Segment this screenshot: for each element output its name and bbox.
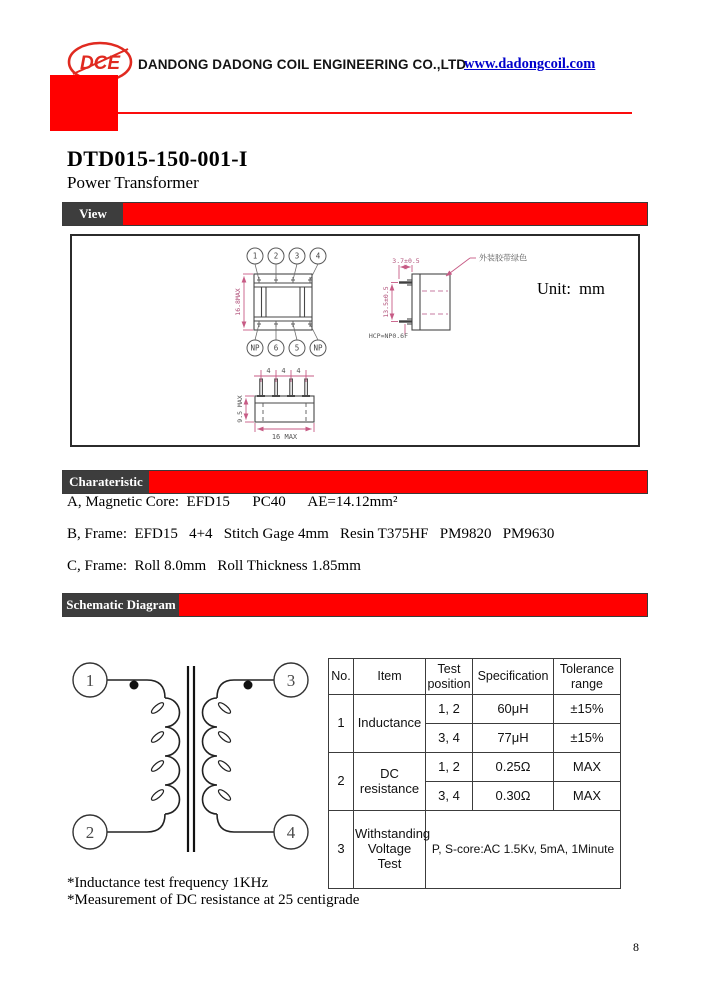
mechanical-drawing (72, 236, 638, 445)
front-pin-1-label: 1 (252, 251, 258, 261)
footnote-inductance: *Inductance test frequency 1KHz (67, 875, 269, 891)
specification-value: 77μH (473, 724, 554, 753)
bottom-pitch-dim-2: 4 (281, 367, 286, 375)
front-pin-np2-label: NP (313, 343, 323, 353)
header-red-block (50, 75, 118, 131)
specification-value: 0.30Ω (473, 782, 554, 811)
test-position-value: 1, 2 (426, 695, 473, 724)
tolerance-value: MAX (554, 782, 621, 811)
specification-value: 0.25Ω (473, 753, 554, 782)
col-header-tolerance-range: Tolerance range (554, 659, 621, 695)
col-header-item: Item (354, 659, 426, 695)
model-number-title: DTD015-150-001-I (67, 146, 248, 171)
row-no: 3 (329, 811, 354, 889)
bottom-height-dim: 9.5 MAX (236, 395, 244, 423)
front-pin-2-label: 2 (273, 251, 279, 261)
core-lines (188, 666, 194, 852)
product-type-title: Power Transformer (67, 173, 199, 192)
unit-label: Unit: mm (537, 279, 605, 298)
polarity-dot-primary (130, 681, 139, 690)
side-pin-dim: 3.7±0.5 (392, 257, 420, 265)
footnote-dc-resistance: *Measurement of DC resistance at 25 centigrade (67, 892, 360, 908)
table-row (329, 695, 621, 724)
test-position-value: 3, 4 (426, 724, 473, 753)
front-pin-4-label: 4 (315, 251, 321, 261)
col-header-no: No. (329, 659, 354, 695)
test-position-value: 1, 2 (426, 753, 473, 782)
section-label-characteristic: Charateristic (63, 471, 149, 493)
table-row (329, 811, 621, 889)
side-height-dim: 13.5±0.5 (382, 286, 390, 318)
section-bar-view (62, 202, 648, 226)
tolerance-value: ±15% (554, 695, 621, 724)
schematic-pin-2: 2 (85, 823, 95, 842)
company-name: DANDONG DADONG COIL ENGINEERING CO.,LTD (138, 57, 467, 72)
front-height-dim: 16.8MAX (234, 288, 242, 316)
schematic-pin-1: 1 (85, 671, 95, 690)
section-bar-characteristic (62, 470, 648, 494)
withstanding-voltage-spec: P, S-core:AC 1.5Kv, 5mA, 1Minute (426, 811, 621, 889)
view-drawing-box (70, 234, 640, 447)
characteristic-line-a: A, Magnetic Core: EFD15 PC40 AE=14.12mm² (67, 494, 398, 510)
bottom-view-drawing (236, 367, 314, 441)
test-position-value: 3, 4 (426, 782, 473, 811)
schematic-pin-4: 4 (286, 823, 296, 842)
col-header-test-position: Test position (426, 659, 473, 695)
tolerance-value: MAX (554, 753, 621, 782)
section-bar-schematic (62, 593, 648, 617)
table-row (329, 753, 621, 782)
row-item: Inductance (354, 695, 426, 753)
front-pin-np1-label: NP (250, 343, 260, 353)
row-item: Withstanding Voltage Test (354, 811, 426, 889)
front-pin-5-label: 5 (294, 343, 300, 353)
row-no: 2 (329, 753, 354, 811)
header-red-rule (118, 112, 632, 114)
side-view-drawing (369, 253, 527, 341)
tolerance-value: ±15% (554, 724, 621, 753)
front-view-drawing (234, 248, 326, 356)
side-tape-note: 外装胶带绿色 (479, 253, 527, 263)
col-header-specification: Specification (473, 659, 554, 695)
bottom-pitch-dim-3: 4 (296, 367, 301, 375)
website-link[interactable]: www.dadongcoil.com (464, 56, 596, 72)
row-item: DC resistance (354, 753, 426, 811)
side-hcp-note: HCP=NP0.6F (368, 332, 408, 340)
characteristic-line-b: B, Frame: EFD15 4+4 Stitch Gage 4mm Resin T375HF PM9820 PM9630 (67, 526, 555, 542)
spec-table (328, 658, 621, 889)
front-pin-6-label: 6 (273, 343, 279, 353)
section-label-schematic: Schematic Diagram (63, 594, 179, 616)
logo-text: DCE (79, 53, 121, 74)
polarity-dot-secondary (244, 681, 253, 690)
row-no: 1 (329, 695, 354, 753)
section-label-view: View (63, 203, 123, 225)
front-pin-3-label: 3 (294, 251, 300, 261)
transformer-schematic (62, 646, 320, 872)
characteristic-line-c: C, Frame: Roll 8.0mm Roll Thickness 1.85mm (67, 558, 361, 574)
bottom-width-dim: 16 MAX (271, 433, 298, 441)
schematic-pin-3: 3 (286, 671, 296, 690)
page-number: 8 (633, 940, 639, 954)
specification-value: 60μH (473, 695, 554, 724)
bottom-pitch-dim-1: 4 (266, 367, 271, 375)
